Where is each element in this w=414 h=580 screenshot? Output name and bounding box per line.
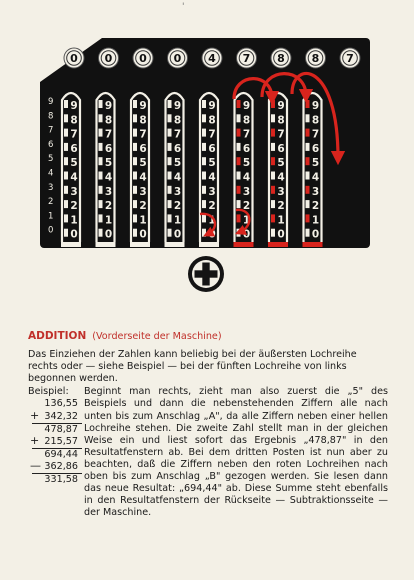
- example-block: [28, 386, 388, 519]
- lochreihe-hole: [168, 157, 172, 165]
- lochreihe-hole: [99, 229, 103, 237]
- slide-digit: 1: [208, 214, 216, 227]
- slide-digit: 9: [311, 100, 320, 112]
- lochreihe-hole: [306, 129, 310, 137]
- lochreihe-hole: [306, 214, 310, 222]
- example-numbers: [28, 386, 84, 519]
- slide-digit: 0: [70, 228, 78, 241]
- lochreihe-hole: [271, 200, 275, 208]
- slide-digit: 0: [104, 228, 113, 241]
- slide-digit: 3: [173, 185, 182, 198]
- lochreihe-hole: [237, 172, 241, 180]
- slide-digit: 1: [242, 214, 251, 227]
- instruction-text: [28, 330, 388, 519]
- result-digit: 7: [346, 52, 354, 65]
- slide-digit: 1: [70, 214, 78, 227]
- lochreihe-hole: [271, 100, 275, 108]
- example-label: Beispiel:: [28, 386, 69, 398]
- slide-digit: 3: [242, 185, 251, 198]
- result-digit: 0: [139, 52, 147, 65]
- lochreihe-hole: [133, 157, 137, 165]
- lochreihe-hole: [99, 172, 103, 180]
- lochreihe-hole: [168, 200, 172, 208]
- stop-mark: [268, 242, 288, 247]
- lochreihe-hole: [306, 172, 310, 180]
- slide-digit: 6: [139, 142, 147, 155]
- lochreihe-hole: [64, 214, 68, 222]
- result-digit: 4: [208, 52, 216, 65]
- slide-digit: 6: [70, 142, 78, 155]
- lochreihe-hole: [99, 200, 103, 208]
- slide-digit: 4: [242, 171, 251, 184]
- lochreihe-hole: [64, 172, 68, 180]
- slide-digit: 6: [104, 142, 113, 155]
- lochreihe-hole: [168, 214, 172, 222]
- lochreihe-hole: [306, 186, 310, 194]
- lochreihe-hole: [64, 229, 68, 237]
- lochreihe-hole: [133, 143, 137, 151]
- section-heading: [28, 330, 388, 343]
- scale-digit: 2: [48, 197, 54, 208]
- slide-digit: 9: [104, 100, 113, 112]
- lochreihe-hole: [202, 114, 206, 122]
- lochreihe-hole: [202, 200, 206, 208]
- slide-digit: 8: [104, 114, 113, 127]
- heading-title: ADDITION: [28, 330, 87, 342]
- lochreihe-hole: [237, 157, 241, 165]
- slide-digit: 3: [70, 185, 78, 198]
- lochreihe-hole: [202, 172, 206, 180]
- lochreihe-hole: [64, 143, 68, 151]
- heading-subtitle: (Vorderseite der Maschine): [92, 331, 222, 342]
- slide-digit: 6: [311, 142, 320, 155]
- slide-digit: 0: [277, 228, 285, 241]
- lochreihe-hole: [168, 129, 172, 137]
- lochreihe-hole: [168, 186, 172, 194]
- lochreihe-hole: [271, 143, 275, 151]
- lochreihe-hole: [168, 143, 172, 151]
- scale-digit: 1: [48, 211, 54, 222]
- explanation-paragraph: Beginnt man rechts, zieht man also zuerst die „5" des Beispiels und dann die nebenstehenden Ziffern alle nach unten bis zum Anschlag „A", da alle Ziffern neben einer hellen Lochreihe stehen. Die zweite Zahl stellt man in der gleichen Weise ein und liest sofort das Ergebnis „478,87" in den Resultatfenstern ab. Bei dem dritten Posten ist nun aber zu beachten, daß die Ziffern neben den roten Lochreihen nach oben bis zum Anschlag „B" gezogen werden. Sie lesen dann das neue Resultat: „694,44" ab. Diese Summe steht ebenfalls in den Resultatfenstern der Rückseite — Subtraktionsseite — der Maschine.: [84, 386, 388, 519]
- lochreihe-hole: [271, 172, 275, 180]
- lochreihe-hole: [64, 114, 68, 122]
- lochreihe-hole: [202, 186, 206, 194]
- slide-digit: 9: [173, 100, 182, 112]
- lochreihe-hole: [133, 186, 137, 194]
- slide-digit: 5: [173, 157, 182, 170]
- scale-digit: 7: [48, 125, 54, 136]
- calculator-illustration: [40, 38, 370, 248]
- slide-digit: 2: [139, 200, 147, 213]
- slide-digit: 9: [70, 100, 78, 112]
- slide-digit: 3: [139, 185, 147, 198]
- slide-digit: 3: [277, 185, 285, 198]
- lochreihe-hole: [99, 186, 103, 194]
- lochreihe-hole: [271, 214, 275, 222]
- slide-digit: 2: [277, 200, 285, 213]
- number-row: 694,44: [28, 449, 84, 461]
- scale-digit: 9: [48, 97, 54, 107]
- lochreihe-hole: [168, 114, 172, 122]
- scale-digit: 5: [48, 154, 54, 165]
- slide-digit: 4: [311, 171, 320, 184]
- lochreihe-hole: [202, 229, 206, 237]
- slide-digit: 4: [104, 171, 113, 184]
- slide-digit: 1: [311, 214, 320, 227]
- stop-mark: [96, 242, 116, 247]
- slide-digit: 8: [173, 114, 182, 127]
- lochreihe-hole: [237, 229, 241, 237]
- stop-mark: [61, 242, 81, 247]
- slide-digit: 2: [208, 200, 216, 213]
- slide-digit: 5: [311, 157, 320, 170]
- slide-digit: 6: [277, 142, 285, 155]
- slide-digit: 5: [208, 157, 216, 170]
- number-row: 331,58: [28, 474, 84, 486]
- scale-digit: 6: [48, 139, 54, 150]
- slide-digit: 1: [104, 214, 113, 227]
- slide-digit: 8: [139, 114, 147, 127]
- slide-digit: 0: [139, 228, 147, 241]
- stop-mark: [165, 242, 185, 247]
- slide-digit: 1: [277, 214, 285, 227]
- slide-digit: 7: [242, 128, 251, 141]
- lochreihe-hole: [133, 200, 137, 208]
- slide-digit: 8: [208, 114, 216, 127]
- result-digit: 8: [311, 52, 320, 65]
- lochreihe-hole: [99, 114, 103, 122]
- slide-digit: 2: [70, 200, 78, 213]
- lochreihe-hole: [202, 143, 206, 151]
- lochreihe-hole: [202, 157, 206, 165]
- lochreihe-hole: [237, 100, 241, 108]
- lochreihe-hole: [306, 100, 310, 108]
- slide-digit: 7: [277, 128, 285, 141]
- lochreihe-hole: [133, 214, 137, 222]
- lochreihe-hole: [202, 129, 206, 137]
- slide-digit: 7: [311, 128, 320, 141]
- lochreihe-hole: [306, 157, 310, 165]
- slide-digit: 8: [242, 114, 251, 127]
- slide-digit: 6: [208, 142, 216, 155]
- stray-mark: ': [182, 2, 185, 12]
- slide-digit: 9: [277, 100, 285, 112]
- number-row: + 215,57: [30, 433, 78, 447]
- slide-digit: 7: [104, 128, 113, 141]
- number-row: 478,87: [28, 424, 84, 436]
- slide-digit: 7: [173, 128, 182, 141]
- slide-digit: 6: [173, 142, 182, 155]
- slide-digit: 5: [242, 157, 251, 170]
- slide-digit: 2: [311, 200, 320, 213]
- lochreihe-hole: [99, 100, 103, 108]
- lochreihe-hole: [306, 114, 310, 122]
- lochreihe-hole: [237, 186, 241, 194]
- slide-digit: 3: [104, 185, 113, 198]
- slide-digit: 8: [277, 114, 285, 127]
- slide-digit: 2: [104, 200, 113, 213]
- slide-digit: 3: [311, 185, 320, 198]
- slide-digit: 7: [208, 128, 216, 141]
- slide-digit: 4: [139, 171, 147, 184]
- lochreihe-hole: [133, 229, 137, 237]
- lochreihe-hole: [237, 143, 241, 151]
- lochreihe-hole: [168, 229, 172, 237]
- slide-digit: 6: [242, 142, 251, 155]
- lochreihe-hole: [271, 229, 275, 237]
- stop-mark: [199, 242, 219, 247]
- number-row: 136,55: [44, 398, 78, 410]
- lochreihe-hole: [237, 200, 241, 208]
- slide-digit: 4: [277, 171, 285, 184]
- scale-digit: 0: [48, 225, 54, 236]
- slide-digit: 5: [104, 157, 113, 170]
- slide-digit: 7: [139, 128, 147, 141]
- lochreihe-hole: [64, 100, 68, 108]
- slide-digit: 1: [139, 214, 147, 227]
- scale-digit: 4: [48, 168, 54, 179]
- lochreihe-hole: [271, 186, 275, 194]
- number-row: — 362,86: [30, 458, 78, 472]
- slide-digit: 8: [70, 114, 78, 127]
- lochreihe-hole: [99, 129, 103, 137]
- lochreihe-hole: [133, 172, 137, 180]
- result-digit: 0: [173, 52, 182, 65]
- result-digit: 0: [104, 52, 113, 65]
- stop-mark: [130, 242, 150, 247]
- lochreihe-hole: [168, 172, 172, 180]
- lochreihe-hole: [64, 200, 68, 208]
- slide-digit: 4: [208, 171, 216, 184]
- lochreihe-hole: [99, 214, 103, 222]
- lochreihe-hole: [271, 157, 275, 165]
- slide-digit: 8: [311, 114, 320, 127]
- lochreihe-hole: [306, 200, 310, 208]
- lochreihe-hole: [99, 143, 103, 151]
- scale-digit: 3: [48, 182, 54, 193]
- lochreihe-hole: [168, 100, 172, 108]
- lochreihe-hole: [202, 214, 206, 222]
- lochreihe-hole: [133, 100, 137, 108]
- slide-digit: 5: [277, 157, 285, 170]
- result-digit: 8: [277, 52, 285, 65]
- lochreihe-hole: [306, 143, 310, 151]
- lochreihe-hole: [237, 114, 241, 122]
- intro-paragraph: Das Einziehen der Zahlen kann beliebig bei der äußersten Lochreihe rechts oder — siehe Beispiel — bei der fünften Lochreihe von links begonnen werden.: [28, 349, 357, 385]
- lochreihe-hole: [64, 157, 68, 165]
- slide-digit: 0: [311, 228, 320, 241]
- lochreihe-hole: [202, 100, 206, 108]
- lochreihe-hole: [64, 129, 68, 137]
- stop-mark: [234, 242, 254, 247]
- slide-digit: 9: [208, 100, 216, 112]
- number-row: + 342,32: [30, 408, 78, 422]
- slide-digit: 9: [242, 100, 251, 112]
- result-digit: 0: [70, 52, 78, 65]
- slide-digit: 2: [242, 200, 251, 213]
- lochreihe-hole: [306, 229, 310, 237]
- lochreihe-hole: [64, 186, 68, 194]
- slide-digit: 3: [208, 185, 216, 198]
- slide-digit: 4: [173, 171, 182, 184]
- result-digit: 7: [242, 52, 251, 65]
- scale-digit: 8: [48, 111, 54, 122]
- slide-digit: 5: [70, 157, 78, 170]
- slide-digit: 1: [173, 214, 182, 227]
- slide-digit: 0: [173, 228, 182, 241]
- lochreihe-hole: [133, 129, 137, 137]
- lochreihe-hole: [237, 214, 241, 222]
- slide-digit: 2: [173, 200, 182, 213]
- slide-digit: 4: [70, 171, 78, 184]
- slide-digit: 5: [139, 157, 147, 170]
- slide-digit: 9: [139, 100, 147, 112]
- lochreihe-hole: [237, 129, 241, 137]
- slide-digit: 0: [208, 228, 216, 241]
- slide-digit: 0: [242, 228, 251, 241]
- lochreihe-hole: [271, 114, 275, 122]
- stop-mark: [303, 242, 323, 247]
- lochreihe-hole: [133, 114, 137, 122]
- lochreihe-hole: [271, 129, 275, 137]
- slide-digit: 7: [70, 128, 78, 141]
- lochreihe-hole: [99, 157, 103, 165]
- cross-knob-icon: [186, 254, 226, 294]
